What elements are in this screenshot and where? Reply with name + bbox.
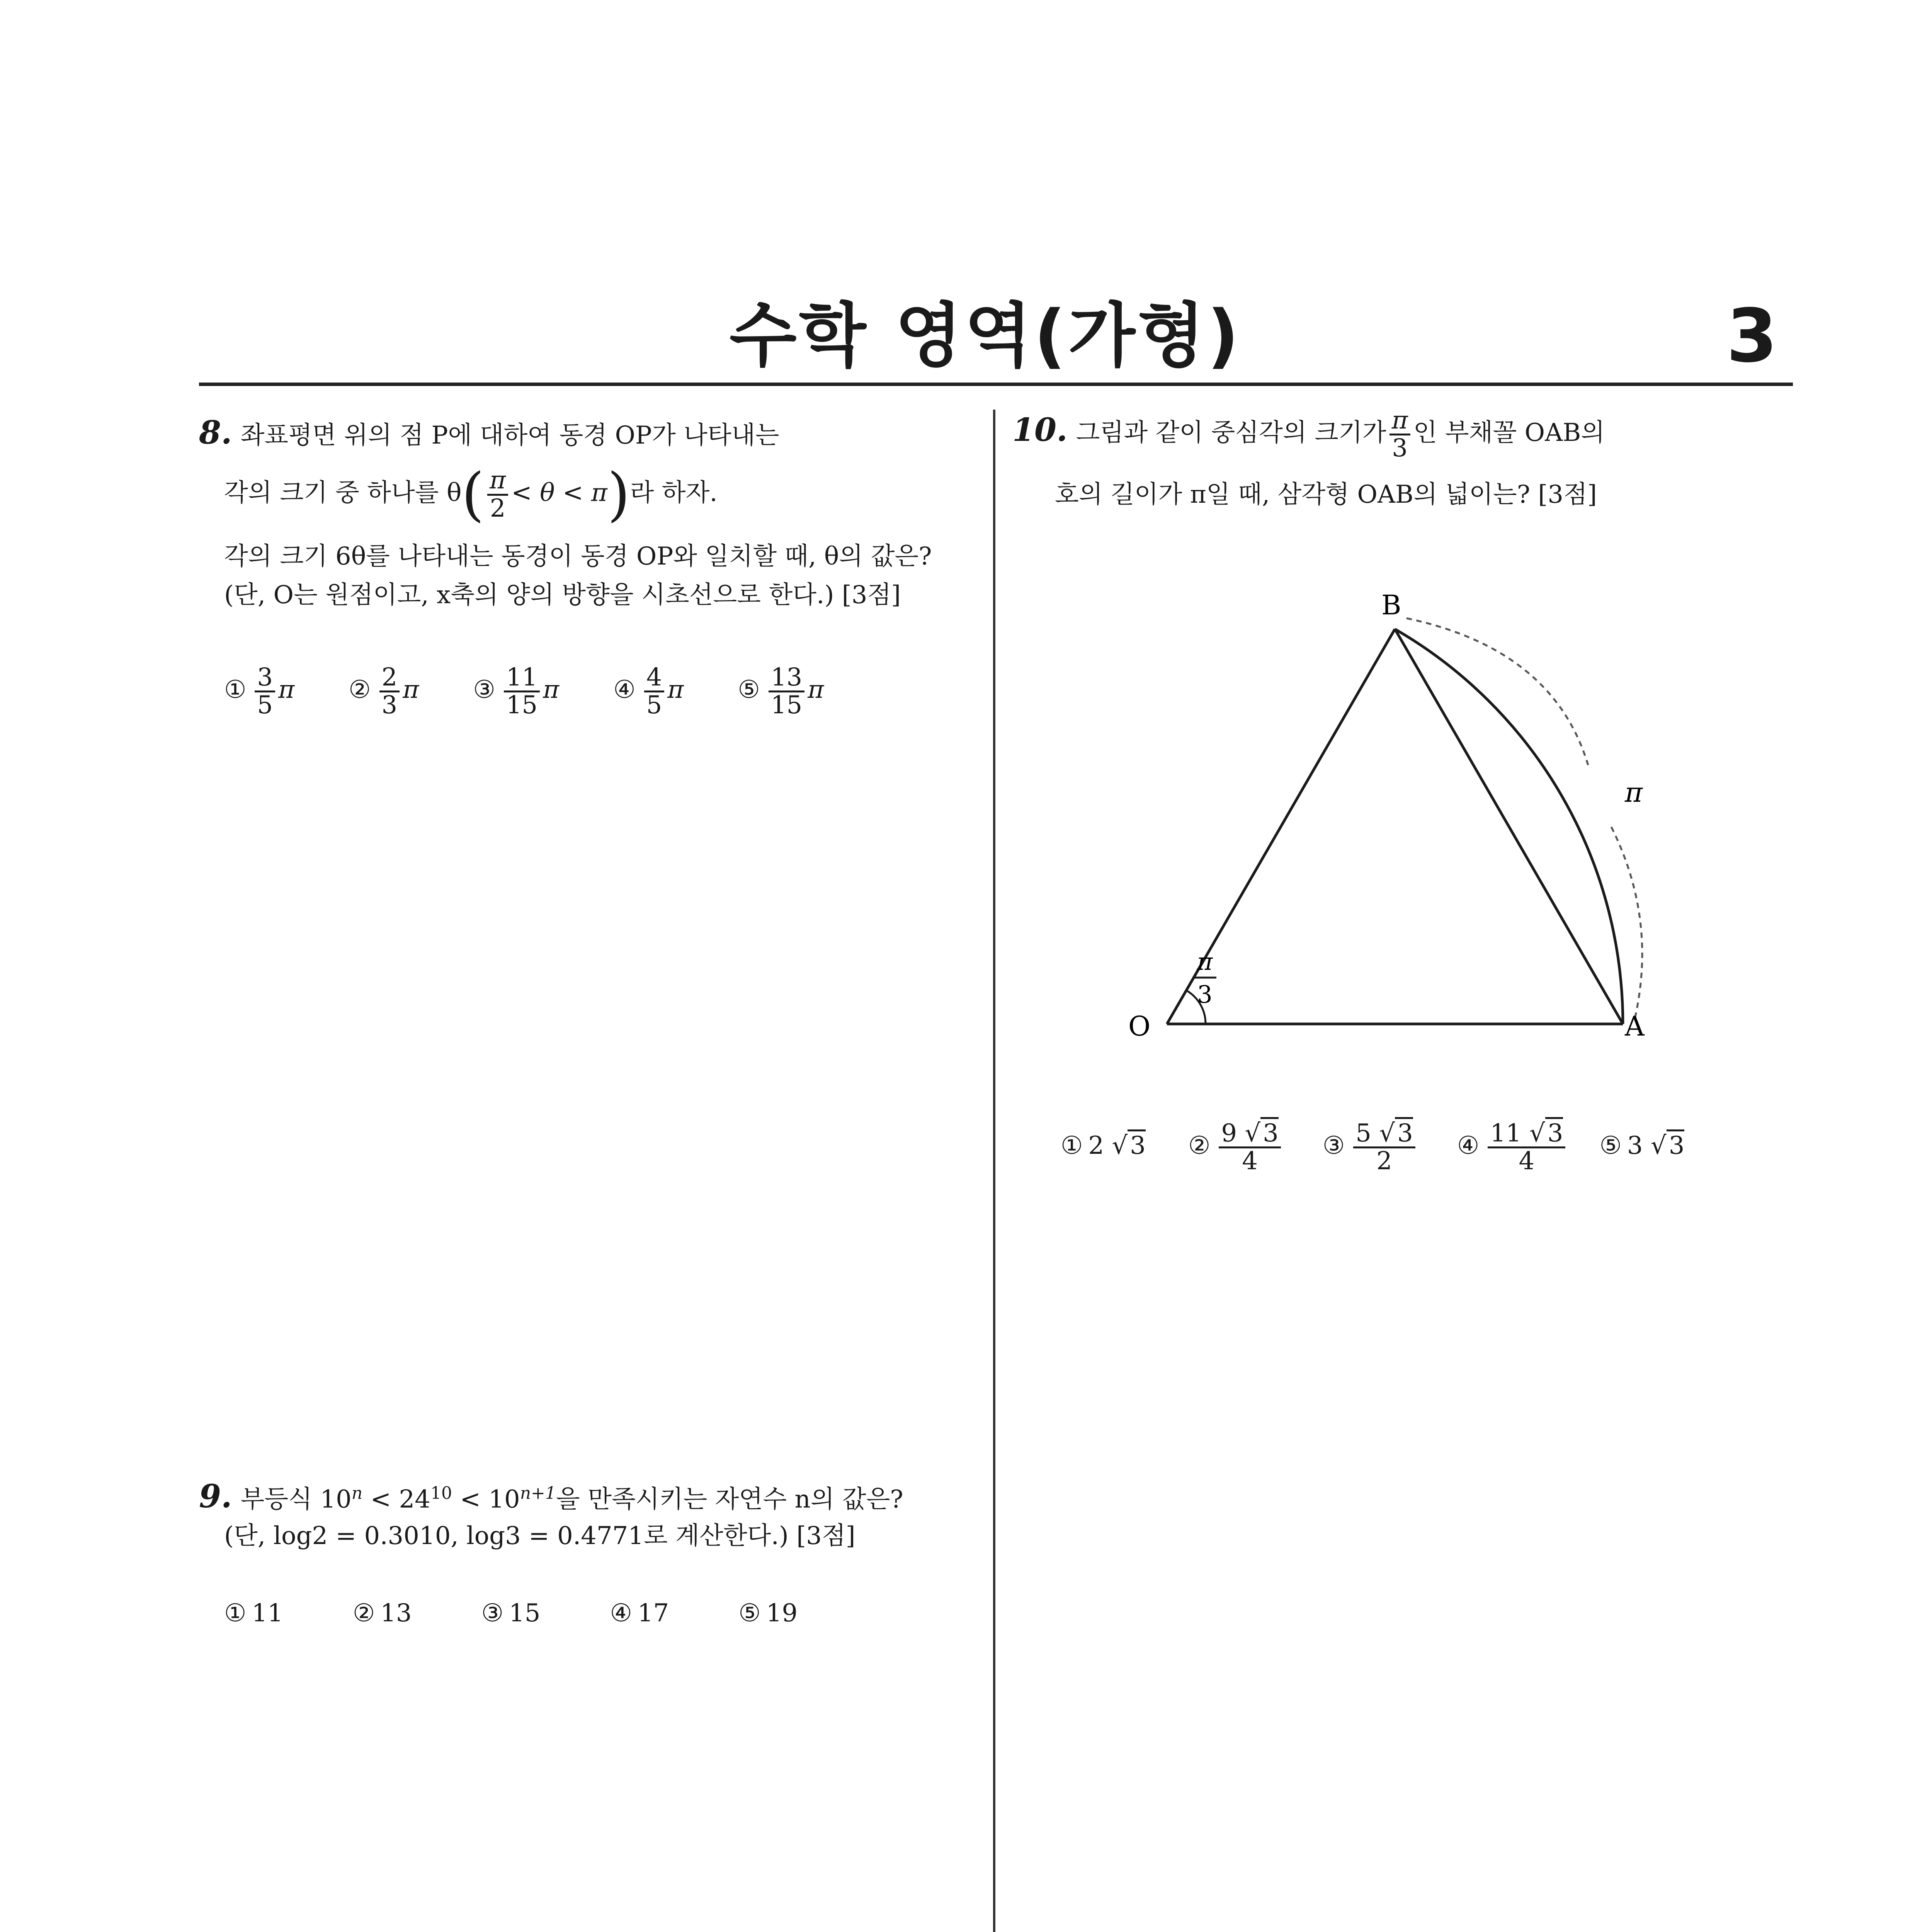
- question-8-inequality: < θ < π: [511, 478, 607, 507]
- choice-2[interactable]: ② $\frac{9 √3}{4}$: [1188, 1121, 1284, 1174]
- choice-mark: ①: [224, 1599, 247, 1628]
- fraction-numerator: 13: [769, 665, 804, 692]
- arc-length-brace-lower: [1611, 827, 1642, 1020]
- question-9-text-1b: < 24: [362, 1485, 430, 1514]
- segment-AB: [1395, 629, 1623, 1024]
- choice-3[interactable]: [481, 1596, 541, 1631]
- choice-mark: ④: [1457, 1131, 1480, 1160]
- pi-symbol: π: [278, 675, 295, 704]
- question-10-text-1b: 인 부채꼴 OAB의: [1413, 418, 1605, 447]
- angle-label-numerator: π: [1197, 947, 1213, 976]
- fraction-numerator: 4: [644, 665, 665, 692]
- fraction-denominator: 3: [381, 691, 398, 720]
- right-paren: ): [607, 461, 630, 528]
- choice-mark: ①: [224, 675, 247, 704]
- column-divider: [993, 410, 995, 1932]
- arc-label-pi: π: [1625, 777, 1643, 808]
- pi-symbol: π: [808, 675, 824, 704]
- header-rule: [199, 383, 1793, 386]
- choice-mark: ①: [1061, 1131, 1083, 1160]
- fraction-numerator: 2: [379, 665, 400, 692]
- choice-1[interactable]: ① 2 √3: [1061, 1128, 1146, 1163]
- choice-coefficient: 3: [1627, 1131, 1643, 1160]
- choice-mark: ④: [610, 1599, 632, 1628]
- question-10-line1: [1012, 408, 1605, 461]
- choice-value: 15: [509, 1599, 541, 1628]
- choice-value: 13: [380, 1599, 412, 1628]
- choice-value: 11: [252, 1599, 283, 1628]
- fraction-pi-over-2: [487, 468, 508, 521]
- angle-label-denominator: 3: [1197, 980, 1213, 1009]
- choice-2[interactable]: [353, 1596, 412, 1631]
- choice-mark: ②: [352, 1599, 375, 1628]
- choice-1[interactable]: [224, 1596, 283, 1631]
- choice-radicand: 3: [1545, 1117, 1563, 1148]
- choice-4[interactable]: [613, 665, 684, 718]
- choice-coefficient: 5: [1355, 1119, 1371, 1148]
- choice-radicand: 3: [1395, 1117, 1413, 1148]
- sector-figure: [1121, 580, 1700, 1063]
- fraction-denominator: 3: [1392, 434, 1408, 463]
- question-9-text-1c: < 10: [452, 1485, 520, 1514]
- choice-5[interactable]: ⑤ 3 √3: [1599, 1128, 1684, 1163]
- choice-mark: ②: [349, 675, 371, 704]
- pi-symbol: π: [403, 675, 419, 704]
- choice-coefficient: 2: [1088, 1131, 1104, 1160]
- question-8-line2: [224, 461, 718, 528]
- fraction-denominator: 5: [257, 691, 273, 720]
- choice-5[interactable]: [738, 1596, 798, 1631]
- question-8-line3: 각의 크기 6θ를 나타내는 동경이 동경 OP와 일치할 때, θ의 값은?: [224, 542, 932, 571]
- fraction-denominator: 4: [1242, 1147, 1258, 1176]
- choice-mark: ⑤: [1599, 1131, 1622, 1160]
- choice-mark: ⑤: [738, 675, 760, 704]
- choice-3[interactable]: ③ $\frac{5 √3}{2}$: [1323, 1121, 1418, 1174]
- choice-mark: ④: [613, 675, 636, 704]
- label-A: A: [1625, 1010, 1645, 1042]
- fraction-denominator: 2: [1376, 1147, 1392, 1176]
- question-9-choices: [224, 1596, 852, 1631]
- question-9-text-1d: 을 만족시키는 자연수 n의 값은?: [556, 1485, 903, 1514]
- question-8-number: 8.: [199, 414, 232, 451]
- fraction-denominator: 2: [490, 494, 506, 523]
- fraction-numerator: π: [487, 468, 508, 495]
- question-10-text-1a: 그림과 같이 중심각의 크기가: [1076, 418, 1386, 447]
- question-8-line4: (단, O는 원점이고, x축의 양의 방향을 시초선으로 한다.) [3점]: [224, 581, 901, 609]
- choice-value: 17: [637, 1599, 669, 1628]
- fraction-denominator: 4: [1519, 1147, 1535, 1176]
- exponent-n: n: [351, 1483, 363, 1503]
- left-paren: (: [461, 461, 485, 528]
- choice-4[interactable]: [610, 1596, 669, 1631]
- fraction-numerator: 11: [504, 665, 540, 692]
- page-title: 수학 영역(가형): [729, 296, 1242, 376]
- choice-4[interactable]: ④ $\frac{11 √3}{4}$: [1457, 1121, 1569, 1174]
- question-10-number: 10.: [1012, 412, 1068, 449]
- fraction-numerator: π: [1389, 408, 1410, 435]
- choice-mark: ③: [1322, 1131, 1345, 1160]
- question-10-line2: 호의 길이가 π일 때, 삼각형 OAB의 넓이는? [3점]: [1055, 480, 1597, 509]
- question-8-choices: [224, 665, 878, 718]
- choice-1[interactable]: [224, 665, 294, 718]
- fraction-denominator: 15: [770, 691, 803, 720]
- exponent-10: 10: [430, 1483, 452, 1503]
- choice-radicand: 3: [1260, 1117, 1279, 1148]
- pi-symbol: π: [667, 675, 684, 704]
- fraction-denominator: 5: [646, 691, 662, 720]
- choice-5[interactable]: [738, 665, 824, 718]
- fraction-denominator: 15: [506, 691, 538, 720]
- choice-value: 19: [766, 1599, 798, 1628]
- question-10-choices: [1061, 1121, 1684, 1174]
- question-9-number: 9.: [199, 1478, 232, 1515]
- question-9-line1: [199, 1476, 903, 1517]
- label-O: O: [1128, 1010, 1151, 1042]
- arc-length-brace-upper: [1406, 618, 1588, 765]
- exponent-n-plus-1: n+1: [520, 1483, 556, 1503]
- choice-3[interactable]: [473, 665, 559, 718]
- choice-mark: ③: [473, 675, 495, 704]
- question-8-text-2b: 라 하자.: [630, 478, 718, 507]
- label-B: B: [1381, 589, 1401, 621]
- question-8-text-2a: 각의 크기 중 하나를 θ: [224, 478, 462, 507]
- question-9-text-1a: 부등식 10: [240, 1485, 352, 1514]
- choice-mark: ③: [481, 1599, 503, 1628]
- choice-radicand: 3: [1128, 1129, 1146, 1160]
- choice-2[interactable]: [349, 665, 419, 718]
- choice-radicand: 3: [1667, 1129, 1685, 1160]
- question-8-text-1: 좌표평면 위의 점 P에 대하여 동경 OP가 나타내는: [240, 421, 779, 450]
- choice-mark: ②: [1188, 1131, 1211, 1160]
- choice-coefficient: 9: [1221, 1119, 1237, 1148]
- question-8-line1: [199, 415, 779, 453]
- question-9-line2: (단, log2 = 0.3010, log3 = 0.4771로 계산한다.) [3점]: [224, 1522, 855, 1550]
- page-number: 3: [1726, 293, 1777, 379]
- choice-coefficient: 11: [1490, 1119, 1522, 1148]
- fraction-numerator: 3: [255, 665, 275, 692]
- pi-symbol: π: [543, 675, 560, 704]
- choice-mark: ⑤: [738, 1599, 761, 1628]
